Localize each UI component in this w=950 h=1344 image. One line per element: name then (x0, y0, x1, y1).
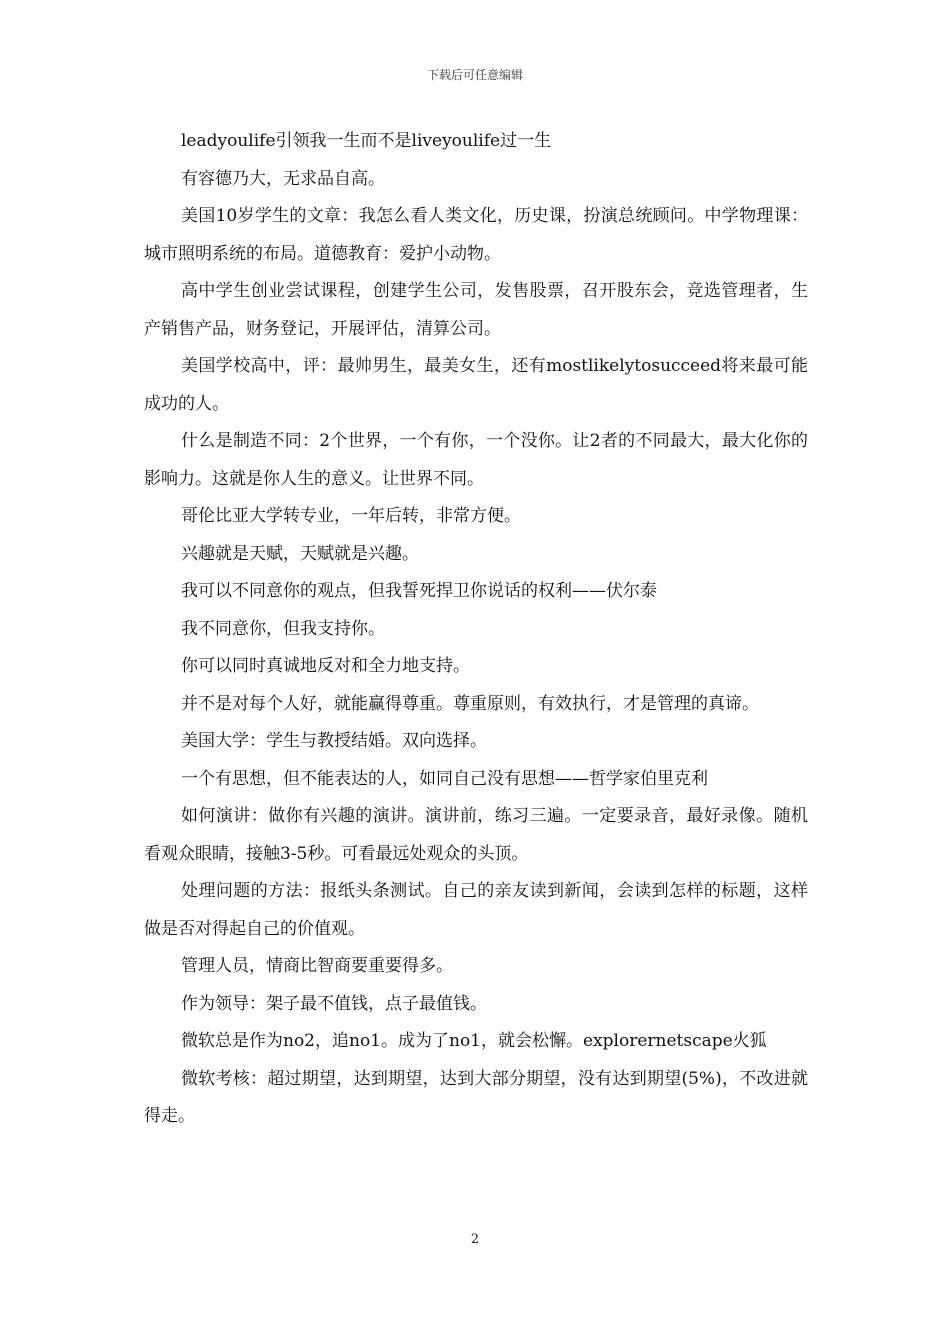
paragraph: 我可以不同意你的观点，但我誓死捍卫你说话的权利——伏尔泰 (181, 581, 657, 601)
paragraph: 处理问题的方法：报纸头条测试。自己的亲友读到新闻，会读到怎样的标题，这样做是否对得起自己的价值观。 (144, 881, 808, 939)
paragraph: 兴趣就是天赋，天赋就是兴趣。 (181, 543, 419, 564)
paragraph: 如何演讲：做你有兴趣的演讲。演讲前，练习三遍。一定要录音，最好录像。随机看观众眼睛，接触3-5秒。可看最远处观众的头顶。 (144, 806, 808, 864)
paragraph: 微软考核：超过期望，达到期望，达到大部分期望，没有达到期望(5%)，不改进就得走。 (144, 1068, 808, 1126)
page-header: 下载后可任意编辑 (426, 68, 523, 82)
paragraph: 有容德乃大，无求品自高。 (181, 168, 385, 189)
paragraph: 并不是对每个人好，就能赢得尊重。尊重原则，有效执行，才是管理的真谛。 (181, 693, 759, 714)
paragraph: 管理人员，情商比智商要重要得多。 (181, 956, 453, 976)
paragraph: 我不同意你，但我支持你。 (181, 618, 385, 639)
paragraph: 高中学生创业尝试课程，创建学生公司，发售股票，召开股东会，竞选管理者，生产销售产品，财务登记，开展评估，清算公司。 (144, 281, 808, 339)
paragraph: 作为领导：架子最不值钱，点子最值钱。 (181, 993, 487, 1014)
paragraph: 哥伦比亚大学转专业，一年后转，非常方便。 (181, 506, 521, 526)
paragraph: 美国大学：学生与教授结婚。双向选择。 (181, 731, 487, 751)
page-number: 2 (470, 1232, 480, 1247)
paragraph: 美国学校高中，评：最帅男生，最美女生，还有mostlikelytosucceed将来最可能成功的人。 (144, 356, 808, 414)
paragraph: 一个有思想，但不能表达的人，如同自己没有思想——哲学家伯里克利 (181, 768, 708, 789)
document-body (144, 123, 808, 1136)
paragraph: 什么是制造不同：2个世界，一个有你，一个没你。让2者的不同最大，最大化你的影响力。这就是你人生的意义。让世界不同。 (144, 431, 808, 489)
paragraph: leadyoulife引领我一生而不是liveyoulife过一生 (181, 131, 552, 151)
paragraph: 微软总是作为no2，追no1。成为了no1，就会松懈。explorernetscape火狐 (181, 1031, 767, 1051)
paragraph: 美国10岁学生的文章：我怎么看人类文化，历史课，扮演总统顾问。中学物理课：城市照明系统的布局。道德教育：爱护小动物。 (144, 206, 808, 264)
paragraph: 你可以同时真诚地反对和全力地支持。 (181, 656, 470, 676)
